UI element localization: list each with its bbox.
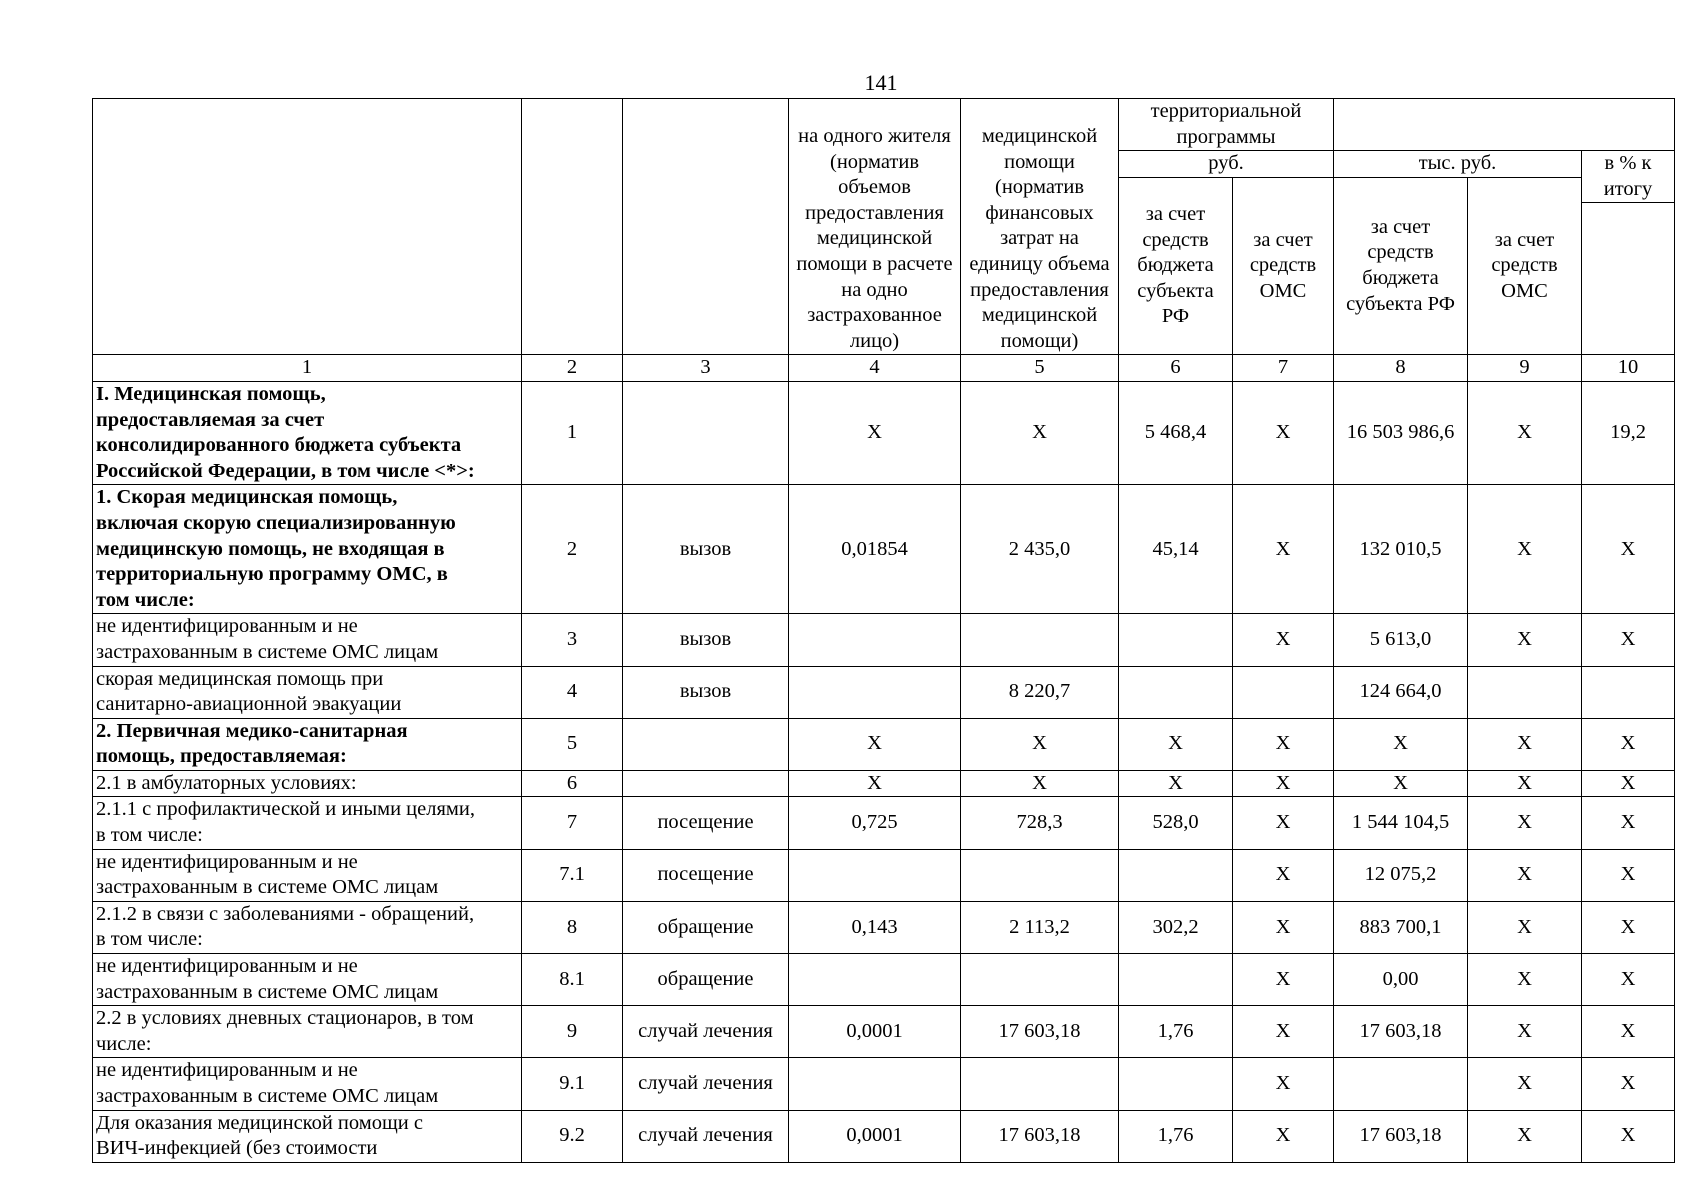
table-cell: X	[1233, 614, 1334, 666]
header-row-1	[93, 99, 1675, 151]
table-cell: случай лечения	[623, 1110, 789, 1162]
table-cell: X	[1468, 485, 1582, 614]
table-cell: X	[1582, 849, 1675, 901]
table-cell: 0,0001	[789, 1110, 961, 1162]
table-cell: 7	[522, 797, 623, 849]
table-cell: X	[1233, 381, 1334, 484]
table-cell: 2	[522, 485, 623, 614]
row-label: 2. Первичная медико-санитарная помощь, предоставляемая:	[93, 718, 522, 770]
table-row	[93, 718, 1675, 770]
header-col5: медицинской помощи (норматив финансовых затрат на единицу объема предоставления медицинской помощи)	[961, 99, 1119, 355]
row-label: 2.1.2 в связи с заболеваниями - обращений, в том числе:	[93, 901, 522, 953]
header-col8: за счет средств бюджета субъекта РФ	[1334, 177, 1468, 355]
table-cell: X	[1582, 485, 1675, 614]
table-row	[93, 954, 1675, 1006]
table-cell	[1468, 666, 1582, 718]
header-col3	[623, 99, 789, 355]
table-cell: X	[961, 381, 1119, 484]
table-cell: X	[1468, 954, 1582, 1006]
row-label: не идентифицированным и не застрахованным в системе ОМС лицам	[93, 1058, 522, 1110]
header-unit-thous-rub: тыс. руб.	[1334, 151, 1582, 178]
row-label: I. Медицинская помощь, предоставляемая за счет консолидированного бюджета субъекта Российской Федерации, в том числе <*>:	[93, 381, 522, 484]
table-cell: 17 603,18	[1334, 1110, 1468, 1162]
table-cell: X	[1582, 718, 1675, 770]
table-cell: посещение	[623, 797, 789, 849]
table-cell	[789, 614, 961, 666]
row-label: не идентифицированным и не застрахованным в системе ОМС лицам	[93, 954, 522, 1006]
column-number: 4	[789, 355, 961, 382]
table-cell	[1119, 666, 1233, 718]
table-cell: вызов	[623, 666, 789, 718]
table-cell: X	[789, 770, 961, 797]
table-cell: случай лечения	[623, 1058, 789, 1110]
table-cell: 0,725	[789, 797, 961, 849]
column-number: 6	[1119, 355, 1233, 382]
row-label: 2.1.1 с профилактической и иными целями, в том числе:	[93, 797, 522, 849]
table-cell: X	[1582, 797, 1675, 849]
header-col1	[93, 99, 522, 355]
table-cell: X	[1582, 770, 1675, 797]
table-cell: 3	[522, 614, 623, 666]
header-col10: в % к итогу	[1582, 151, 1675, 203]
table-cell: X	[1233, 718, 1334, 770]
table-cell	[1119, 849, 1233, 901]
table-cell	[1334, 1058, 1468, 1110]
table-cell: 1,76	[1119, 1006, 1233, 1058]
table-cell: X	[961, 770, 1119, 797]
table-cell: обращение	[623, 901, 789, 953]
table-row	[93, 1110, 1675, 1162]
table-cell: X	[1582, 954, 1675, 1006]
header-col10-cont	[1582, 203, 1675, 355]
table-cell: 883 700,1	[1334, 901, 1468, 953]
table-cell	[789, 1058, 961, 1110]
table-cell: X	[1233, 1058, 1334, 1110]
table-cell: 12 075,2	[1334, 849, 1468, 901]
table-cell: X	[1233, 954, 1334, 1006]
table-cell	[623, 718, 789, 770]
table-cell: вызов	[623, 485, 789, 614]
table-row	[93, 1006, 1675, 1058]
table-row	[93, 381, 1675, 484]
table-cell	[1119, 954, 1233, 1006]
table-cell: 45,14	[1119, 485, 1233, 614]
table-cell: X	[1582, 1110, 1675, 1162]
table-cell	[789, 849, 961, 901]
table-cell: X	[1468, 718, 1582, 770]
table-cell	[1119, 614, 1233, 666]
table-cell: X	[1468, 849, 1582, 901]
table-cell: 9.2	[522, 1110, 623, 1162]
table-cell: 17 603,18	[1334, 1006, 1468, 1058]
table-cell: 9.1	[522, 1058, 623, 1110]
table-cell	[1582, 666, 1675, 718]
table-cell: 17 603,18	[961, 1110, 1119, 1162]
table-cell: X	[1233, 1110, 1334, 1162]
table-cell: 5 613,0	[1334, 614, 1468, 666]
table-row	[93, 770, 1675, 797]
table-cell: X	[1582, 901, 1675, 953]
column-number: 3	[623, 355, 789, 382]
table-cell: 0,0001	[789, 1006, 961, 1058]
table-cell	[623, 770, 789, 797]
table-cell: X	[1233, 770, 1334, 797]
table-cell: 0,00	[1334, 954, 1468, 1006]
table-cell: 728,3	[961, 797, 1119, 849]
table-cell: X	[1468, 1058, 1582, 1110]
table-cell: 1,76	[1119, 1110, 1233, 1162]
column-number: 2	[522, 355, 623, 382]
table-cell: X	[1582, 614, 1675, 666]
column-number: 8	[1334, 355, 1468, 382]
table-row	[93, 901, 1675, 953]
table-cell: X	[1468, 901, 1582, 953]
table-cell: 16 503 986,6	[1334, 381, 1468, 484]
table-cell: X	[1468, 381, 1582, 484]
table-cell: 124 664,0	[1334, 666, 1468, 718]
header-group-6-7: территориальной программы	[1119, 99, 1334, 151]
header-col7: за счет средств ОМС	[1233, 177, 1334, 355]
table-cell: 0,01854	[789, 485, 961, 614]
table-cell: X	[1468, 797, 1582, 849]
table-row	[93, 797, 1675, 849]
table-cell: X	[1233, 485, 1334, 614]
table-cell: 528,0	[1119, 797, 1233, 849]
table-cell: 8 220,7	[961, 666, 1119, 718]
table-cell: 5 468,4	[1119, 381, 1233, 484]
table-cell: 8.1	[522, 954, 623, 1006]
row-label: не идентифицированным и не застрахованным в системе ОМС лицам	[93, 849, 522, 901]
table-cell: 5	[522, 718, 623, 770]
row-label: скорая медицинская помощь при санитарно-авиационной эвакуации	[93, 666, 522, 718]
header-col4: на одного жителя (норматив объемов предоставления медицинской помощи в расчете на одно застрахованное лицо)	[789, 99, 961, 355]
header-col6: за счет средств бюджета субъекта РФ	[1119, 177, 1233, 355]
table-cell: случай лечения	[623, 1006, 789, 1058]
table-cell: X	[961, 718, 1119, 770]
table-cell	[961, 954, 1119, 1006]
table-cell: X	[1119, 718, 1233, 770]
table-cell	[961, 614, 1119, 666]
table-cell	[1119, 1058, 1233, 1110]
table-cell	[961, 1058, 1119, 1110]
table-cell	[623, 381, 789, 484]
table-cell: X	[1233, 901, 1334, 953]
row-label: 2.1 в амбулаторных условиях:	[93, 770, 522, 797]
table-row	[93, 1058, 1675, 1110]
table-cell: 1 544 104,5	[1334, 797, 1468, 849]
table-cell: 302,2	[1119, 901, 1233, 953]
column-number: 1	[93, 355, 522, 382]
table-cell: X	[789, 718, 961, 770]
table-cell: 7.1	[522, 849, 623, 901]
table-row	[93, 614, 1675, 666]
column-number: 10	[1582, 355, 1675, 382]
table-cell: X	[1334, 770, 1468, 797]
table-cell: вызов	[623, 614, 789, 666]
table-cell: 9	[522, 1006, 623, 1058]
row-label: не идентифицированным и не застрахованным в системе ОМС лицам	[93, 614, 522, 666]
table-cell: X	[1582, 1058, 1675, 1110]
table-cell: X	[1468, 770, 1582, 797]
column-number: 7	[1233, 355, 1334, 382]
table-cell: 0,143	[789, 901, 961, 953]
row-label: 2.2 в условиях дневных стационаров, в том числе:	[93, 1006, 522, 1058]
table-cell: 17 603,18	[961, 1006, 1119, 1058]
table-cell: 4	[522, 666, 623, 718]
table-cell: X	[1233, 1006, 1334, 1058]
table-cell: 132 010,5	[1334, 485, 1468, 614]
header-unit-rub: руб.	[1119, 151, 1334, 178]
header-col2	[522, 99, 623, 355]
page-number: 141	[864, 70, 898, 95]
table-cell: X	[1233, 849, 1334, 901]
table-cell: X	[1468, 614, 1582, 666]
column-number: 9	[1468, 355, 1582, 382]
table-cell: X	[1468, 1006, 1582, 1058]
table-cell: обращение	[623, 954, 789, 1006]
table-cell: X	[1119, 770, 1233, 797]
table-cell: 2 113,2	[961, 901, 1119, 953]
column-number: 5	[961, 355, 1119, 382]
table-row	[93, 485, 1675, 614]
row-label: 1. Скорая медицинская помощь, включая скорую специализированную медицинскую помощь, не входящая в территориальную программу ОМС, в том числе:	[93, 485, 522, 614]
table-cell: 1	[522, 381, 623, 484]
table-cell: посещение	[623, 849, 789, 901]
table-cell: X	[1233, 797, 1334, 849]
header-col9: за счет средств ОМС	[1468, 177, 1582, 355]
table-cell	[1233, 666, 1334, 718]
table-cell: X	[1582, 1006, 1675, 1058]
table-row	[93, 849, 1675, 901]
column-number-row	[93, 355, 1675, 382]
table-cell: 19,2	[1582, 381, 1675, 484]
data-table	[92, 98, 1675, 1163]
table-cell	[789, 954, 961, 1006]
table-row	[93, 666, 1675, 718]
table-cell	[961, 849, 1119, 901]
header-group-8-10	[1334, 99, 1675, 151]
table-cell: 6	[522, 770, 623, 797]
table-cell	[789, 666, 961, 718]
table-cell: 8	[522, 901, 623, 953]
table-cell: 2 435,0	[961, 485, 1119, 614]
table-cell: X	[1334, 718, 1468, 770]
table-cell: X	[789, 381, 961, 484]
table-cell: X	[1468, 1110, 1582, 1162]
row-label: Для оказания медицинской помощи с ВИЧ-инфекцией (без стоимости	[93, 1110, 522, 1162]
